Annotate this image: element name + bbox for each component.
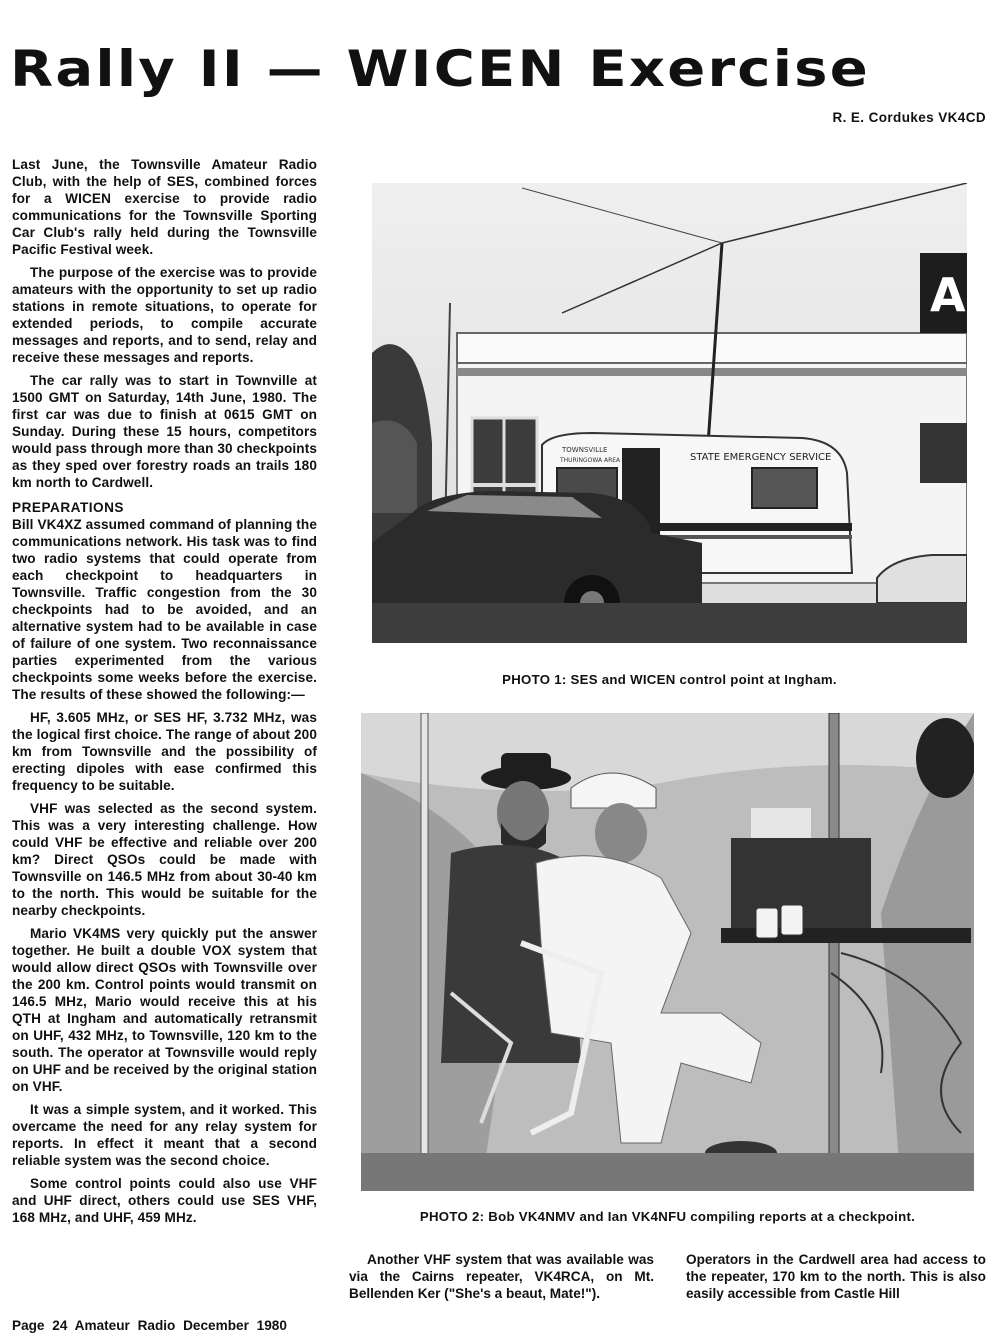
photo-control-point-ingham bbox=[372, 183, 967, 643]
paragraph-control-points: Some control points could also use VHF and UHF direct, others could use SES VHF, 168 MHz, and UHF, 459 MHz. bbox=[12, 1176, 317, 1225]
page-footer: Page 24 Amateur Radio December 1980 bbox=[12, 1318, 287, 1333]
paragraph-vhf: VHF was selected as the second system. This was a very interesting challenge. How could VHF be effective and reliable over 200 km? Direct QSOs could be made with Townsville on 146.5 MHz from about 30-40 km to the north. This would be suitable for the nearby checkpoints. bbox=[12, 801, 317, 918]
photo-2-caption: PHOTO 2: Bob VK4NMV and Ian VK4NFU compiling reports at a checkpoint. bbox=[419, 1209, 916, 1224]
article-column-2 bbox=[349, 1251, 654, 1302]
paragraph-schedule: The car rally was to start in Townville at 1500 GMT on Saturday, 14th June, 1980. The first car was due to finish at 0615 GMT on Sunday. During these 15 hours, competitors would pass through more than 30 checkpoints as they sped over forestry roads an trails 180 km north to Cardwell. bbox=[12, 373, 317, 490]
paragraph-intro: Last June, the Townsville Amateur Radio Club, with the help of SES, combined forces for a WICEN exercise to provide radio communications for the Townsville Sporting Car Club's rally held during the Townsville Pacific Festival week. bbox=[12, 157, 317, 257]
caravan-sign-ses: STATE EMERGENCY SERVICE bbox=[690, 452, 832, 463]
paragraph-hf: HF, 3.605 MHz, or SES HF, 3.732 MHz, was the logical first choice. The range of about 200 km from Townsville and the possibility of erecting dipoles with ease confirmed this frequency to be suitable. bbox=[12, 710, 317, 793]
author-byline: R. E. Cordukes VK4CD bbox=[832, 110, 986, 125]
photo-operators-checkpoint bbox=[361, 713, 974, 1191]
paragraph-cairns-repeater: Another VHF system that was available was via the Cairns repeater, VK4RCA, on Mt. Bellenden Ker ("She's a beaut, Mate!"). bbox=[349, 1252, 654, 1301]
article-column-3 bbox=[686, 1251, 986, 1302]
photo-1-caption: PHOTO 1: SES and WICEN control point at Ingham. bbox=[502, 672, 837, 687]
paragraph-purpose: The purpose of the exercise was to provide amateurs with the opportunity to set up radio stations in remote situations, to operate for extended periods, to compile accurate messages and reports, and to send, relay and receive these messages and reports. bbox=[12, 265, 317, 365]
building-sign-letter: A bbox=[930, 268, 966, 322]
caravan-sign-townsville: TOWNSVILLE bbox=[562, 446, 608, 454]
article-column-1 bbox=[12, 156, 317, 1232]
paragraph-cardwell: Operators in the Cardwell area had access to the repeater, 170 km to the north. This is also easily accessible from Castle Hill bbox=[686, 1252, 986, 1301]
caravan-sign-area: THURINGOWA AREA bbox=[560, 457, 621, 464]
section-heading-preparations: PREPARATIONS bbox=[12, 500, 124, 515]
article-title: Rally II — WICEN Exercise bbox=[10, 40, 870, 98]
paragraph-planning: Bill VK4XZ assumed command of planning the communications network. His task was to find two radio systems that could operate from each checkpoint to headquarters in Townsville. Traffic congestion from the 30 checkpoints had to be avoided, and an alternative system had to be available in case of failure of one system. Two reconnaissance parties experimented from the various checkpoints some weeks before the exercise. The results of these showed the following:— bbox=[12, 517, 317, 702]
paragraph-vox: Mario VK4MS very quickly put the answer together. He built a double VOX system that would allow direct QSOs with Townsville over the 200 km. Control points would transmit on 146.5 MHz, Mario would receive this at his QTH at Ingham and automatically retransmit on UHF, 432 MHz, to Townsville, 120 km to the south. The operator at Townsville would reply on UHF and be received by the original station on VHF. bbox=[12, 926, 317, 1094]
paragraph-simple-system: It was a simple system, and it worked. This overcame the need for any relay system for reports. In effect it meant that a second reliable system was the second choice. bbox=[12, 1102, 317, 1168]
